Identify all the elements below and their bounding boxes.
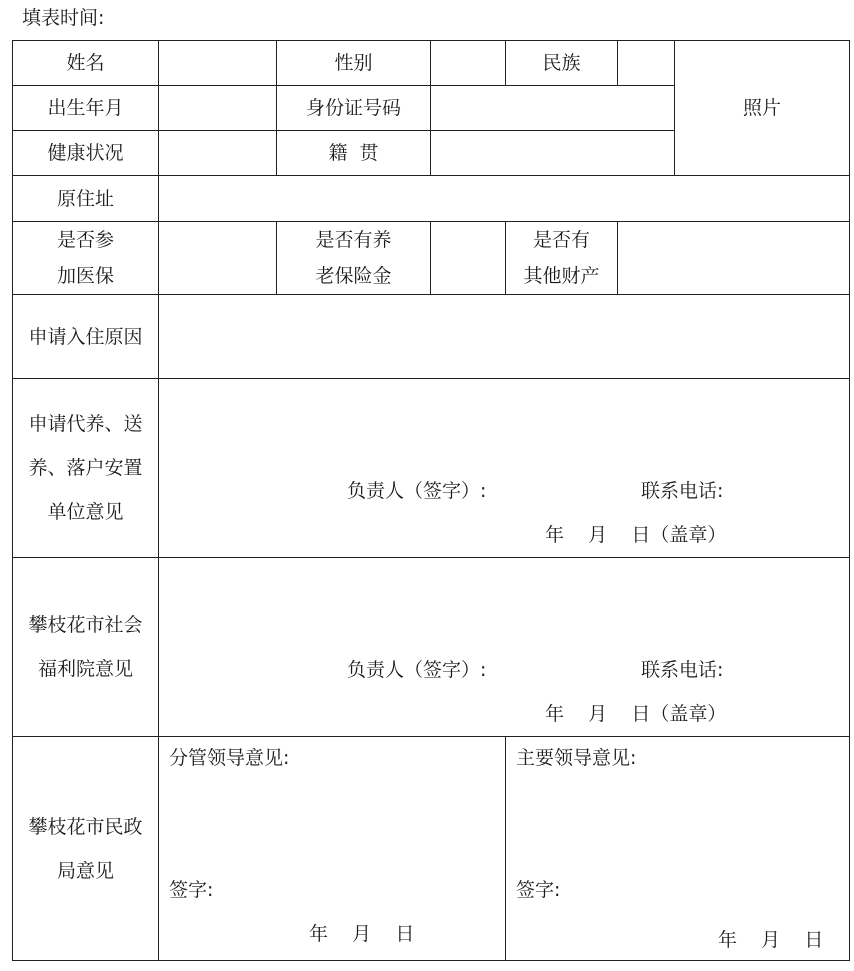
property-field[interactable] <box>618 222 850 295</box>
pension-label <box>277 222 431 295</box>
unit-date-stamp: 年 月 日（盖章） <box>545 524 727 546</box>
address-field[interactable] <box>159 176 850 222</box>
gender-label: 性别 <box>277 41 431 86</box>
health-label: 健康状况 <box>13 131 159 176</box>
application-form-table <box>12 40 850 961</box>
native-place-text: 籍 贯 <box>328 142 379 164</box>
civil-affairs-opinion-label <box>13 737 159 961</box>
unit-signer-label: 负责人（签字）: <box>347 480 487 502</box>
fill-date-label: 填表时间: <box>22 7 105 29</box>
property-label <box>506 222 618 295</box>
main-date: 年 月 日 <box>718 929 824 951</box>
welfare-phone-label: 联系电话: <box>641 659 724 681</box>
welfare-opinion-field[interactable] <box>159 558 850 737</box>
property-line1: 是否有 <box>532 229 590 251</box>
native-place-label <box>277 131 431 176</box>
deputy-date: 年 月 日 <box>309 923 415 945</box>
id-number-label: 身份证号码 <box>277 86 431 131</box>
reason-field[interactable] <box>159 295 850 379</box>
unit-opinion-line3: 单位意见 <box>47 501 124 523</box>
unit-opinion-field[interactable] <box>159 379 850 558</box>
unit-opinion-label <box>13 379 159 558</box>
health-field[interactable] <box>159 131 277 176</box>
pension-field[interactable] <box>431 222 506 295</box>
address-label: 原住址 <box>13 176 159 222</box>
medical-insurance-field[interactable] <box>159 222 277 295</box>
photo-box[interactable] <box>675 41 850 176</box>
gender-field[interactable] <box>431 41 506 86</box>
pension-line1: 是否有养 <box>315 229 392 251</box>
medical-insurance-label <box>13 222 159 295</box>
unit-opinion-line1: 申请代养、送 <box>28 413 143 435</box>
name-label: 姓名 <box>13 41 159 86</box>
deputy-leader-title: 分管领导意见: <box>169 747 290 769</box>
birth-field[interactable] <box>159 86 277 131</box>
unit-phone-label: 联系电话: <box>641 480 724 502</box>
photo-label: 照片 <box>742 97 781 119</box>
main-leader-title: 主要领导意见: <box>516 747 637 769</box>
reason-label: 申请入住原因 <box>13 295 159 379</box>
welfare-signer-label: 负责人（签字）: <box>347 659 487 681</box>
property-line2: 其他财产 <box>523 265 600 287</box>
welfare-opinion-label <box>13 558 159 737</box>
unit-opinion-line2: 养、落户安置 <box>28 457 143 479</box>
birth-label: 出生年月 <box>13 86 159 131</box>
civil-line2: 局意见 <box>56 859 114 882</box>
welfare-line2: 福利院意见 <box>37 658 133 680</box>
ethnicity-label: 民族 <box>506 41 618 86</box>
medical-insurance-line1: 是否参 <box>56 229 114 251</box>
main-sign-label: 签字: <box>516 879 561 901</box>
civil-line1: 攀枝花市民政 <box>28 815 143 838</box>
name-field[interactable] <box>159 41 277 86</box>
main-leader-opinion-field[interactable] <box>506 737 850 961</box>
id-number-field[interactable] <box>431 86 675 131</box>
ethnicity-field[interactable] <box>618 41 675 86</box>
medical-insurance-line2: 加医保 <box>56 265 114 287</box>
welfare-line1: 攀枝花市社会 <box>28 614 143 636</box>
welfare-date-stamp: 年 月 日（盖章） <box>545 703 727 725</box>
deputy-leader-opinion-field[interactable] <box>159 737 506 961</box>
deputy-sign-label: 签字: <box>169 879 214 901</box>
native-place-field[interactable] <box>431 131 675 176</box>
pension-line2: 老保险金 <box>315 265 392 287</box>
